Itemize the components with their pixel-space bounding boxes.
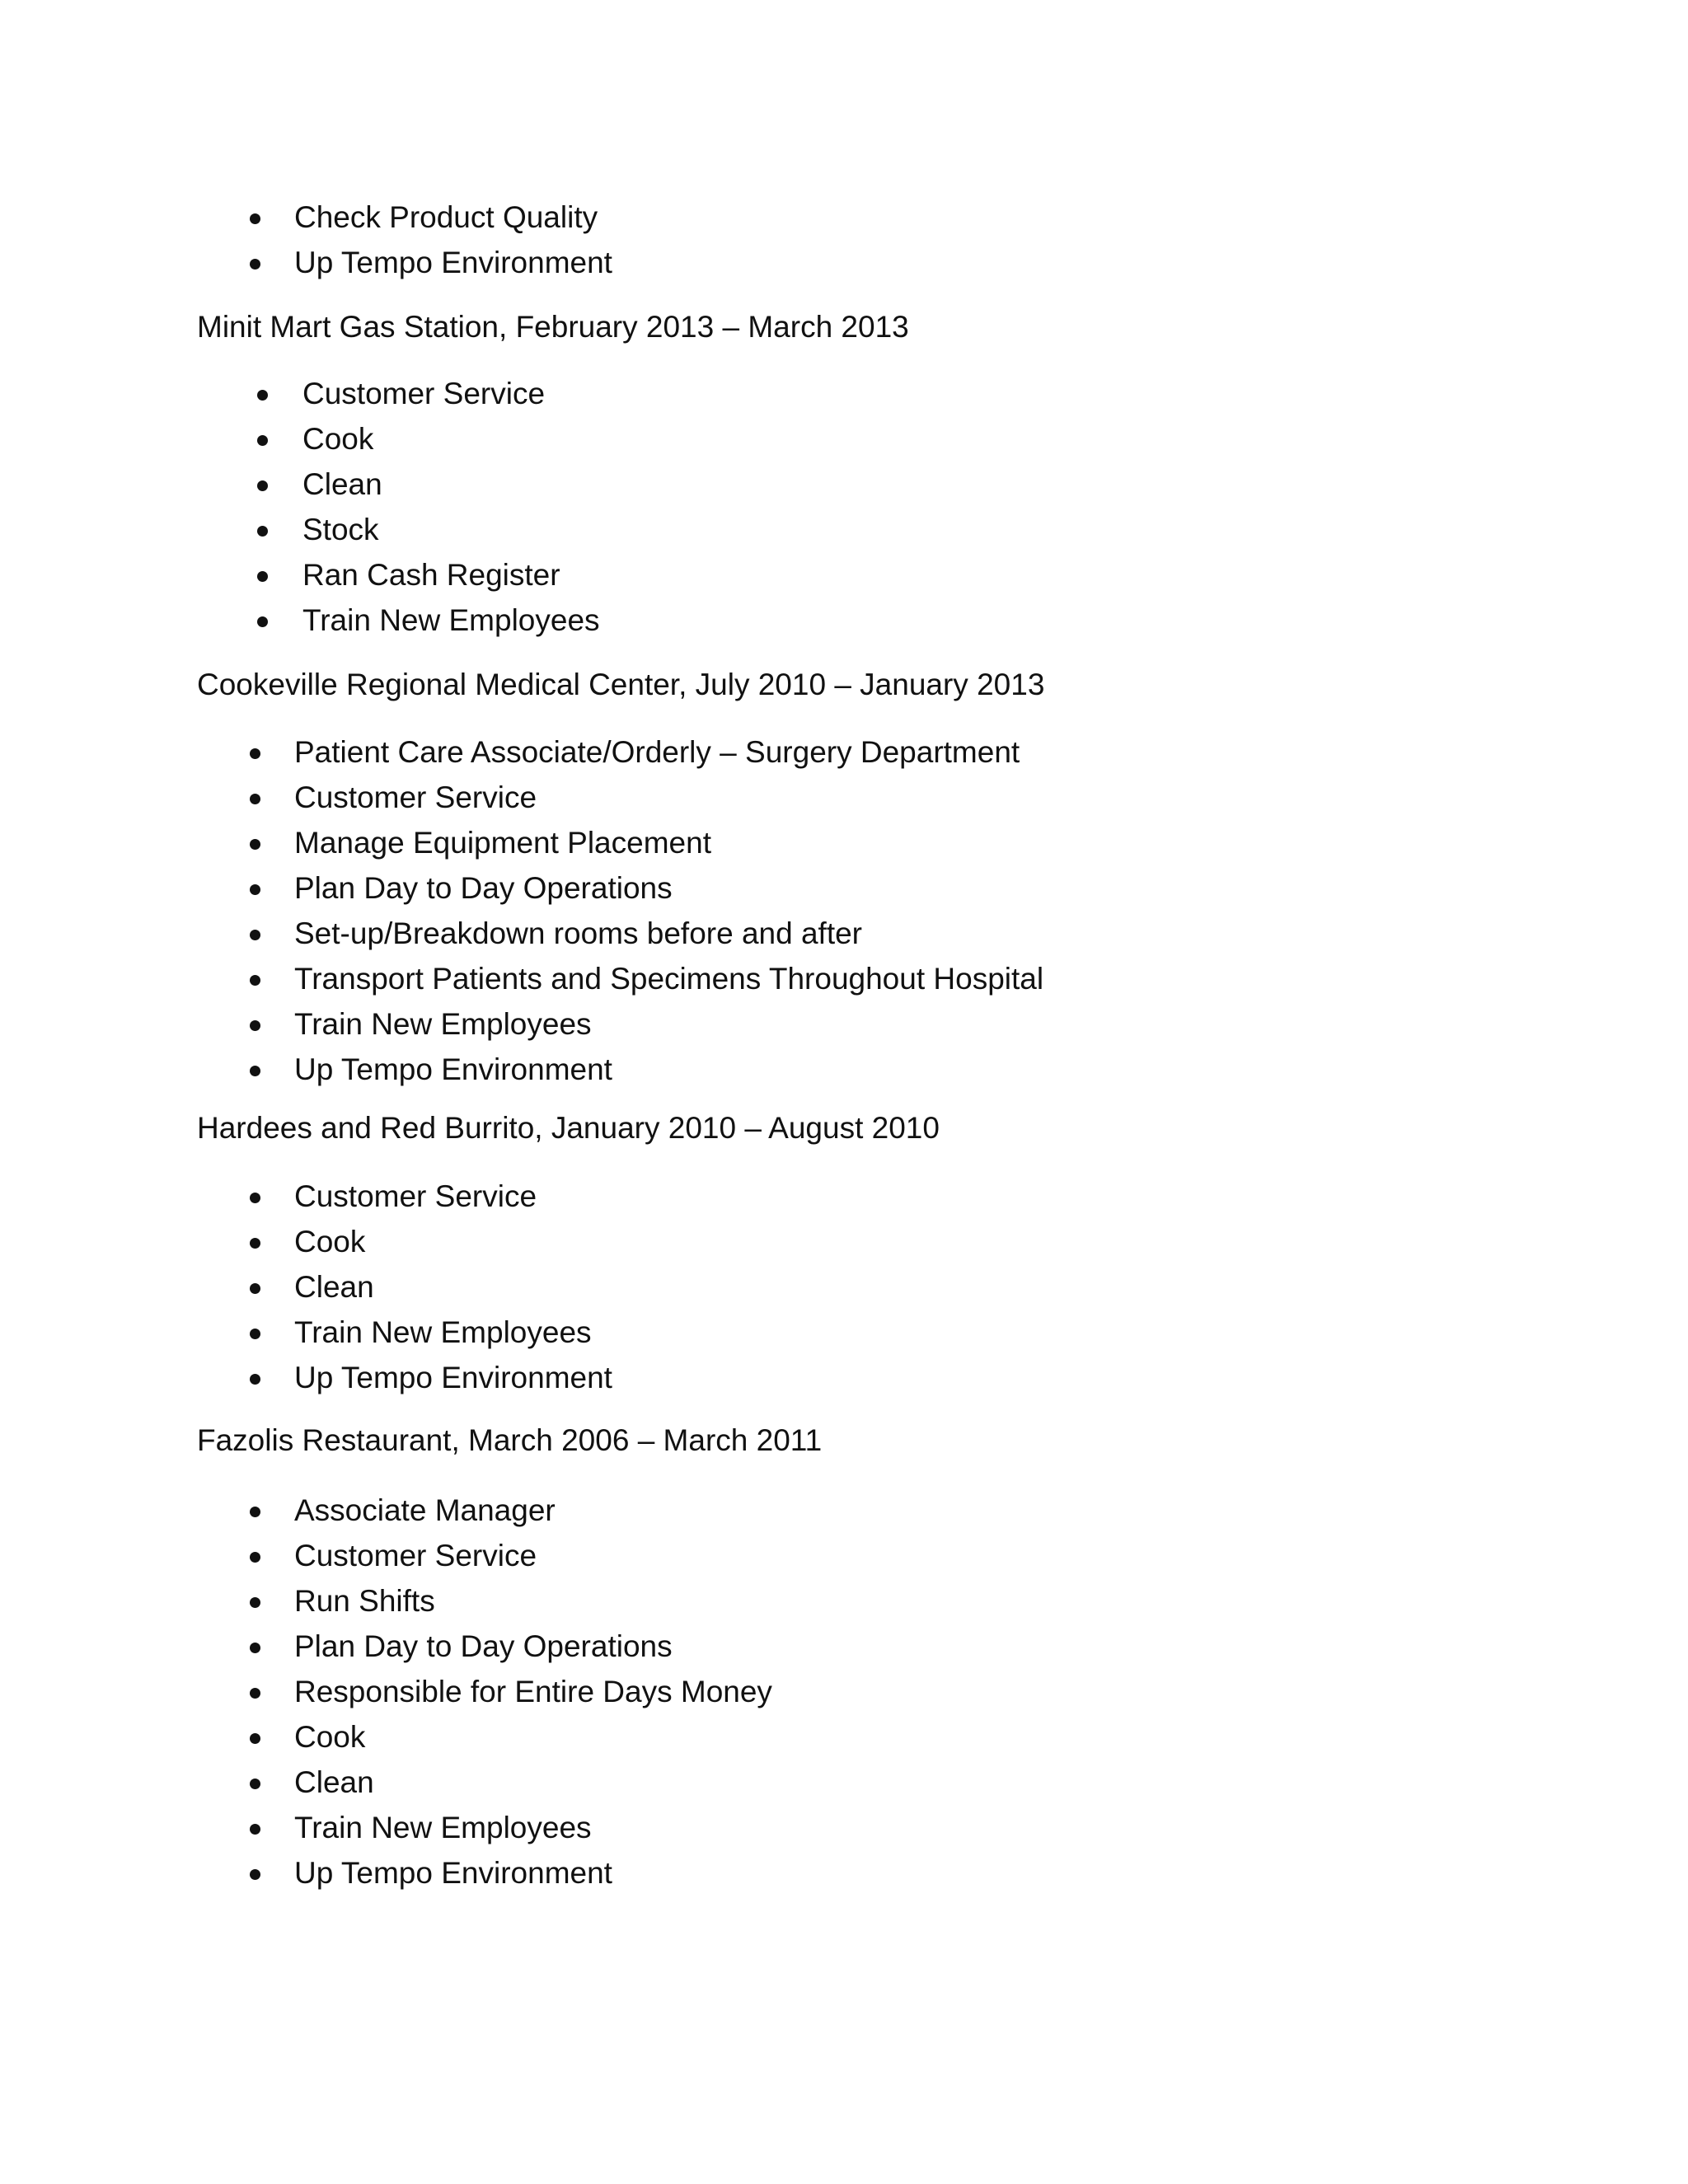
job-heading-hardees-red-burrito: Hardees and Red Burrito, January 2010 – August 2010 — [197, 1111, 940, 1145]
bullet-icon — [250, 1643, 260, 1653]
bullet-icon — [250, 975, 260, 986]
bullet-icon — [250, 259, 260, 269]
bullet-icon — [257, 616, 268, 627]
bullet-icon — [250, 1283, 260, 1294]
bullet-icon — [250, 1374, 260, 1385]
bullet-icon — [257, 480, 268, 491]
bullet-icon — [250, 1869, 260, 1880]
bullet-icon — [250, 1507, 260, 1517]
bullet-icon — [250, 1238, 260, 1249]
bullet-icon — [250, 1824, 260, 1835]
bullet-icon — [250, 1329, 260, 1339]
bullet-icon — [250, 839, 260, 850]
bullet-icon — [257, 571, 268, 582]
bullet-icon — [250, 1552, 260, 1563]
bullet-icon — [250, 1597, 260, 1608]
bullet-icon — [250, 884, 260, 895]
bullet-icon — [250, 930, 260, 940]
job-heading-minit-mart: Minit Mart Gas Station, February 2013 – March 2013 — [197, 310, 909, 344]
bullet-icon — [257, 390, 268, 401]
document-page: Check Product Quality Up Tempo Environment Minit Mart Gas Station, February 2013 – March 2013 Customer Service Cook Clean Stock Ran Cash Register Train New Employees Cookeville Regional Medical Center, July 2010 – January 2013 Patient Care Associate/Orderly – Surgery Department Customer Service Manage Equipment Placement Plan Day to Day Operations Set-up/Breakdown rooms before and after Transport Patients and Specimens Throughout Hospital Train New Employees Up Tempo Environment Hardees and Red Burrito, January 2010 – August 2010 Customer Service Cook Clean Train New Employees Up Tempo Environment Fazolis Restaurant, March 2006 – March 2011 Associate Manager Customer Service Run Shifts Plan Day to Day Operations Responsible for Entire Days Money Cook Clean Train New Employees Up Tempo Environment — [197, 200, 1045, 1890]
bullet-icon — [250, 1733, 260, 1744]
job-heading-fazolis: Fazolis Restaurant, March 2006 – March 2011 — [197, 1423, 823, 1457]
bullet-icon — [250, 748, 260, 759]
bullet-icon — [250, 1779, 260, 1789]
job-heading-cookeville-regional: Cookeville Regional Medical Center, July 2010 – January 2013 — [197, 668, 1045, 701]
bullet-icon — [250, 1020, 260, 1031]
bullet-icon — [257, 435, 268, 446]
bullet-icon — [250, 794, 260, 804]
bullet-icon — [250, 1193, 260, 1203]
bullet-icon — [257, 526, 268, 537]
bullet-icon — [250, 213, 260, 224]
bullet-icon — [250, 1688, 260, 1699]
bullet-icon — [250, 1066, 260, 1076]
